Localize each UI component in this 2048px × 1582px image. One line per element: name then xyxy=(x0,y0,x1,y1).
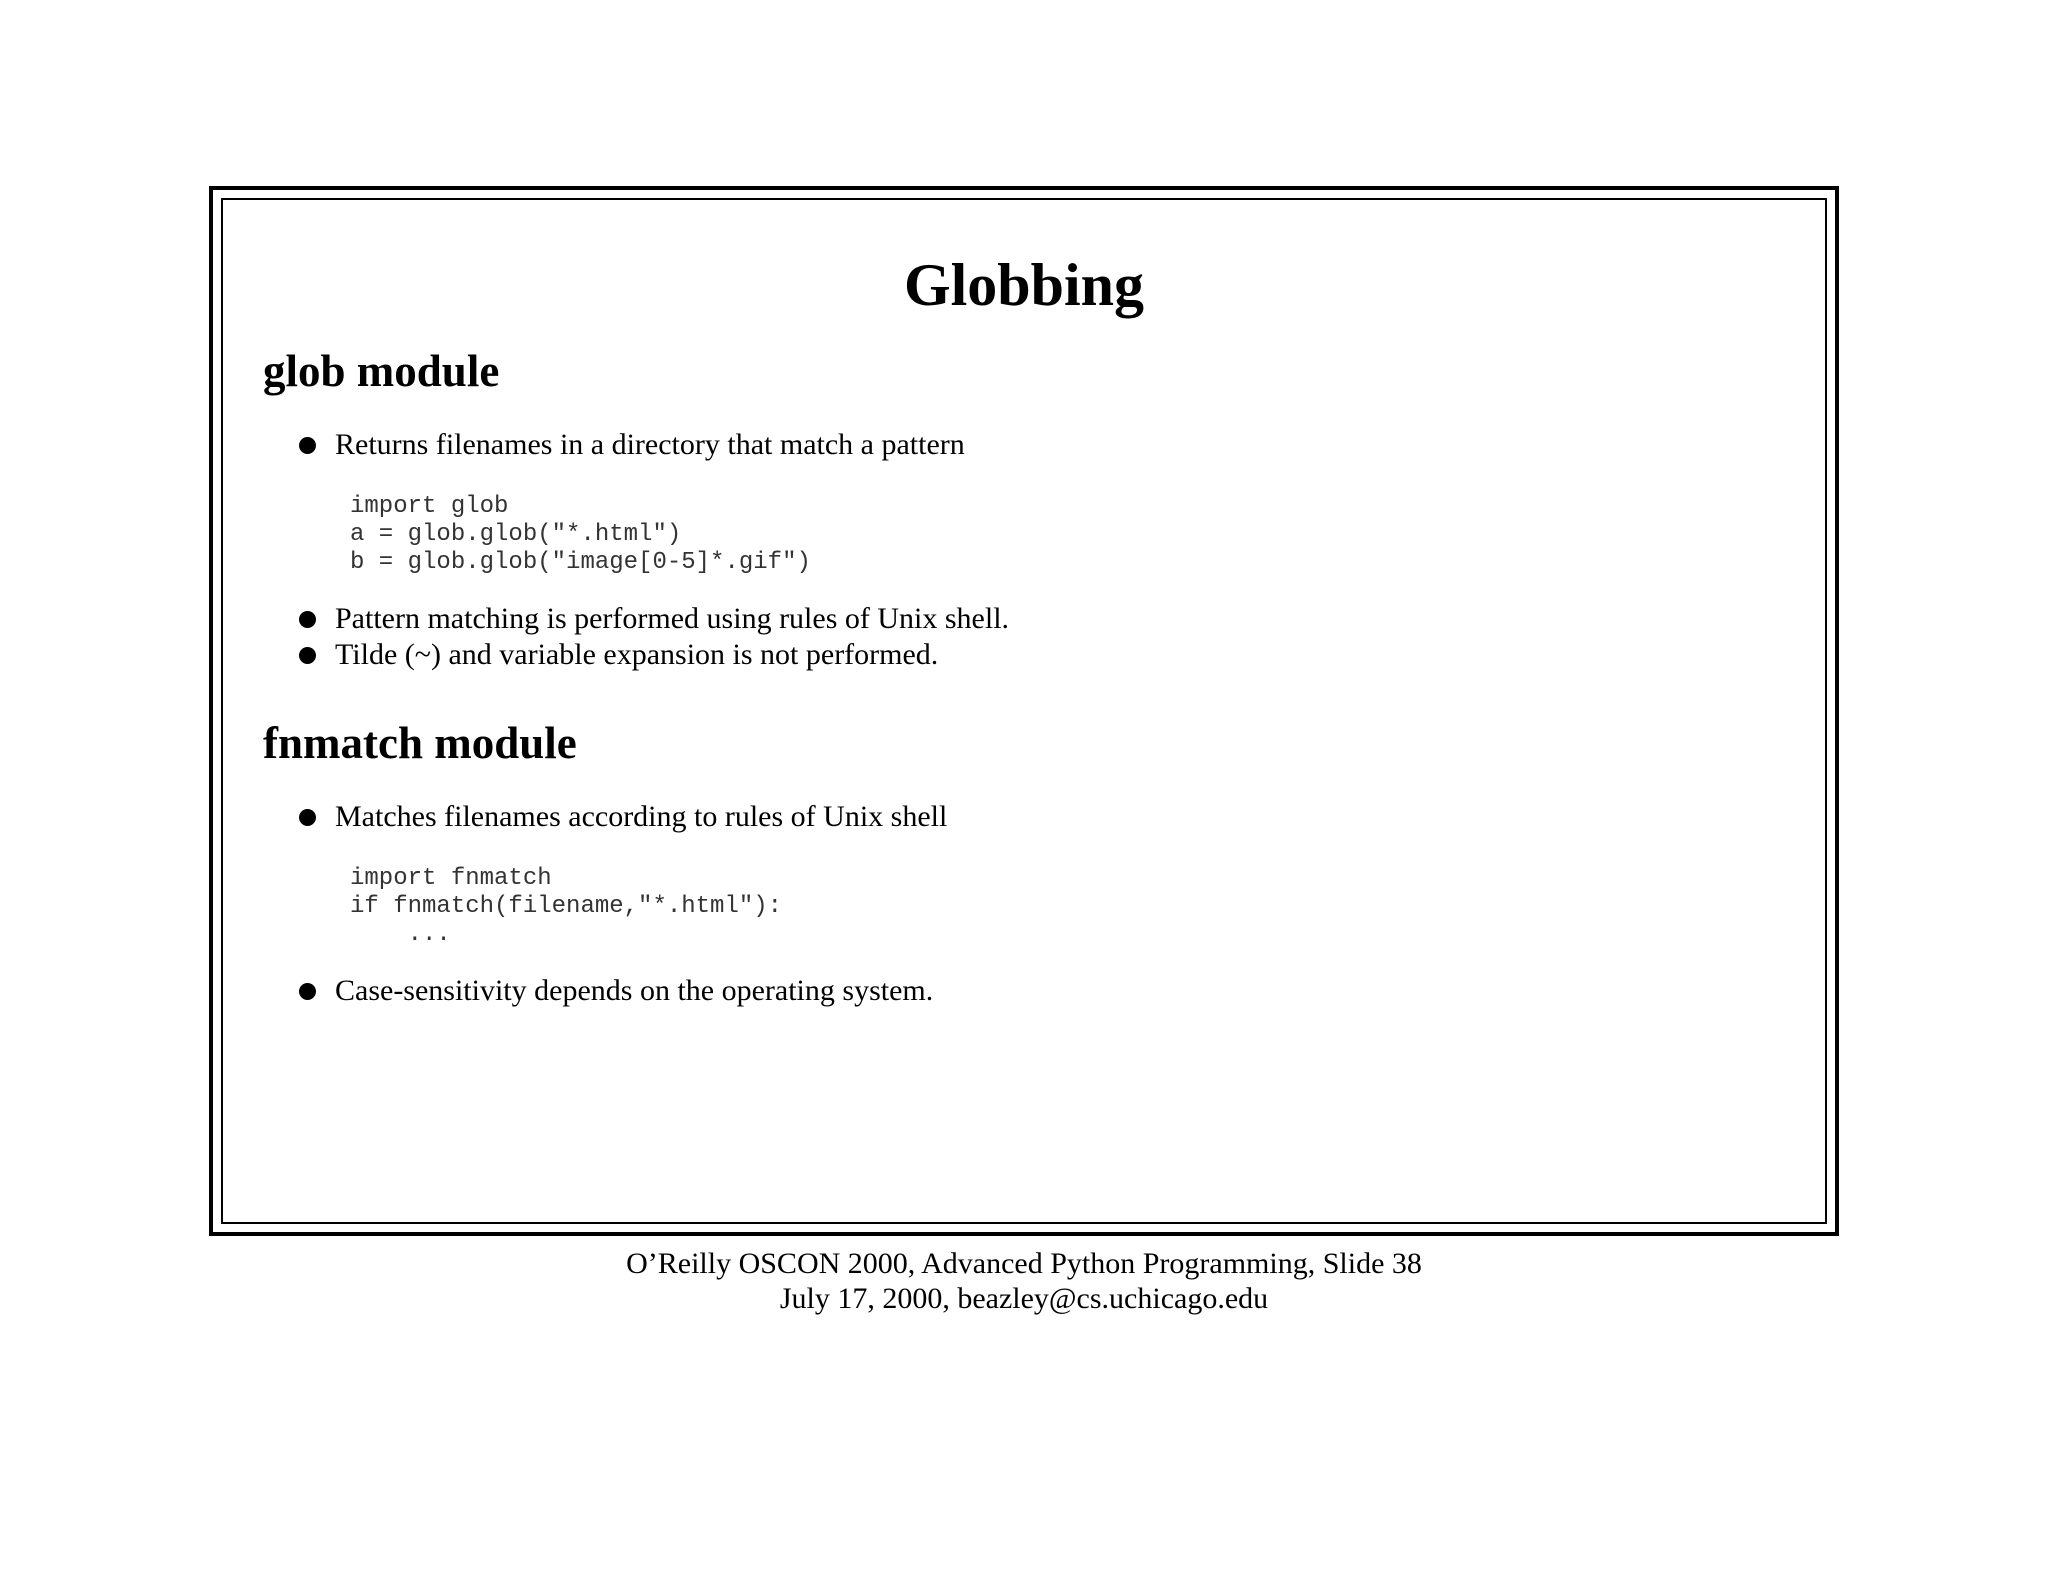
bullet-dot-icon xyxy=(299,437,316,454)
bullet-item xyxy=(263,427,1785,463)
code-line: if fnmatch(filename,"*.html"): xyxy=(350,893,783,920)
slide-footer xyxy=(0,1246,2048,1316)
bullet-list xyxy=(263,601,1785,673)
bullet-list xyxy=(263,427,1785,463)
bullet-dot-icon xyxy=(299,611,316,628)
code-block xyxy=(263,493,1785,577)
footer-line-2: July 17, 2000, beazley@cs.uchicago.edu xyxy=(779,1282,1269,1315)
section-heading: glob module xyxy=(263,346,500,396)
bullet-text: Case-sensitivity depends on the operating system. xyxy=(335,974,934,1007)
bullet-text: Matches filenames according to rules of Unix shell xyxy=(335,800,948,833)
bullet-item xyxy=(263,637,1785,673)
code-block xyxy=(263,865,1785,949)
bullet-text: Tilde (~) and variable expansion is not performed. xyxy=(335,638,939,671)
code-line: a = glob.glob("*.html") xyxy=(350,521,682,548)
bullet-item xyxy=(263,973,1785,1009)
code-line: b = glob.glob("image[0-5]*.gif") xyxy=(350,549,811,576)
bullet-text: Pattern matching is performed using rules of Unix shell. xyxy=(335,602,1010,635)
code-line: import glob xyxy=(350,493,509,520)
section-glob xyxy=(263,345,1785,673)
bullet-list xyxy=(263,799,1785,835)
footer-line-1: O’Reilly OSCON 2000, Advanced Python Programming, Slide 38 xyxy=(626,1247,1422,1280)
bullet-item xyxy=(263,601,1785,637)
bullet-item xyxy=(263,799,1785,835)
code-line: import fnmatch xyxy=(350,865,552,892)
section-heading: fnmatch module xyxy=(263,718,577,768)
slide-title: Globbing xyxy=(903,252,1145,318)
section-fnmatch xyxy=(263,717,1785,1009)
bullet-dot-icon xyxy=(299,809,316,826)
slide-inner-border xyxy=(221,198,1827,1224)
bullet-dot-icon xyxy=(299,647,316,664)
bullet-text: Returns filenames in a directory that match a pattern xyxy=(335,428,965,461)
code-line: ... xyxy=(350,921,451,948)
bullet-dot-icon xyxy=(299,983,316,1000)
bullet-list xyxy=(263,973,1785,1009)
slide-frame xyxy=(209,186,1839,1236)
